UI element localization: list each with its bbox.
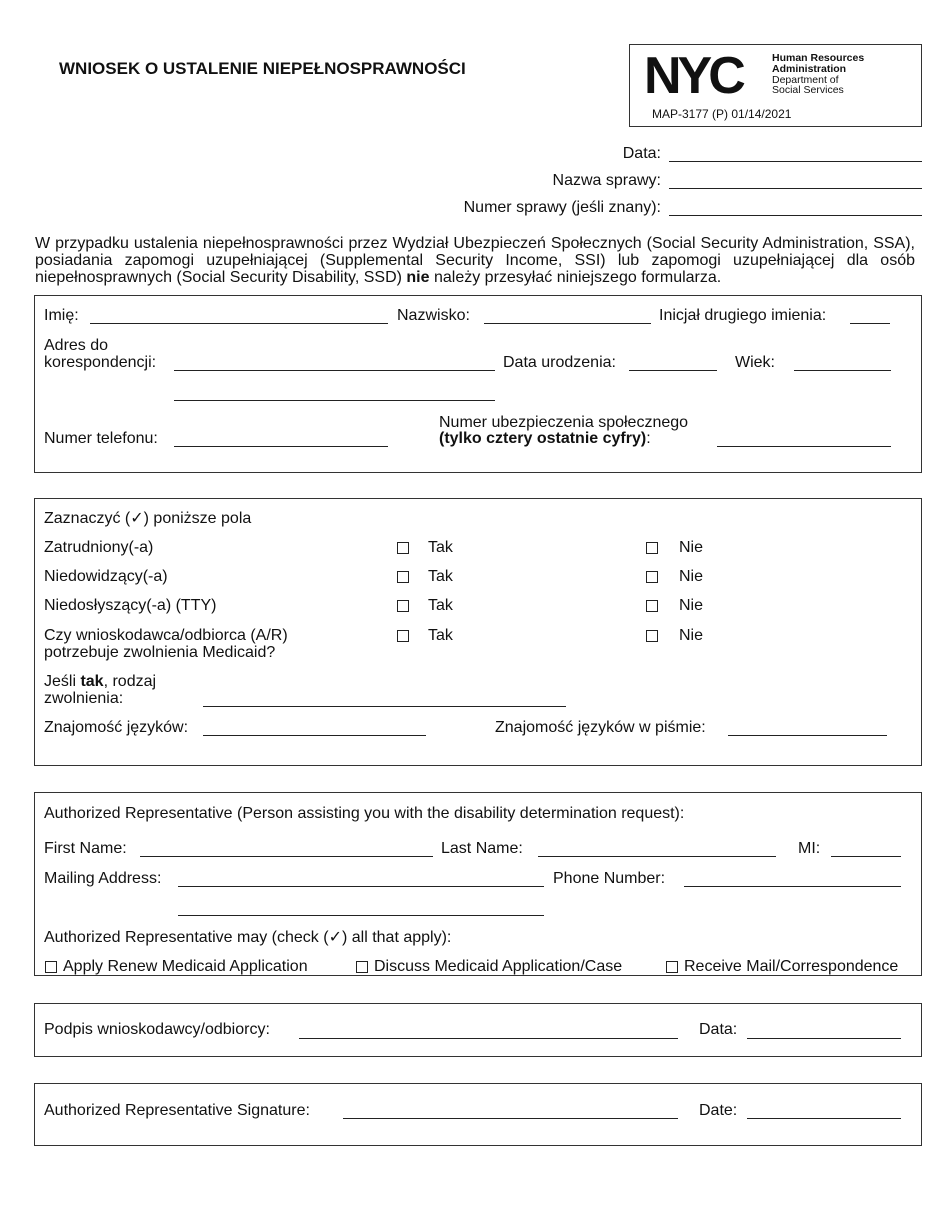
discuss-case-checkbox[interactable] — [356, 961, 368, 973]
exemption-type-field[interactable] — [203, 706, 566, 707]
discuss-case-label: Discuss Medicaid Application/Case — [374, 958, 623, 975]
visually-impaired-label: Niedowidzący(-a) — [44, 568, 168, 585]
written-languages-label: Znajomość języków w piśmie: — [495, 719, 706, 736]
age-label: Wiek: — [735, 354, 775, 371]
employed-yes-label: Tak — [428, 539, 453, 556]
form-code: MAP-3177 (P) 01/14/2021 — [652, 107, 792, 121]
dob-label: Data urodzenia: — [503, 354, 616, 371]
medicaid-exemption-label-line2: potrzebuje zwolnienia Medicaid? — [44, 644, 276, 661]
apply-renew-checkbox[interactable] — [45, 961, 57, 973]
address-label-line2: korespondencji: — [44, 354, 157, 371]
ssn-label-line1: Numer ubezpieczenia społecznego — [439, 414, 689, 431]
visually-impaired-no-checkbox[interactable] — [646, 571, 658, 583]
address-field-line1[interactable] — [174, 370, 495, 371]
hearing-impaired-yes-label: Tak — [428, 597, 453, 614]
dob-field[interactable] — [629, 370, 717, 371]
rep-first-name-label: First Name: — [44, 840, 127, 857]
rep-phone-field[interactable] — [684, 886, 901, 887]
written-languages-field[interactable] — [728, 735, 887, 736]
date-label: Data: — [622, 145, 661, 162]
spoken-languages-label: Znajomość języków: — [44, 719, 189, 736]
last-name-label: Nazwisko: — [397, 307, 470, 324]
address-label-line1: Adres do — [44, 337, 109, 354]
rep-mailing-address-field-line1[interactable] — [178, 886, 544, 887]
date-field[interactable] — [669, 161, 922, 162]
checks-heading: Zaznaczyć (✓) poniższe pola — [44, 510, 252, 527]
applicant-signature-date-field[interactable] — [747, 1038, 901, 1039]
representative-heading: Authorized Representative (Person assisting you with the disability determination request): — [44, 805, 685, 822]
hearing-impaired-no-checkbox[interactable] — [646, 600, 658, 612]
first-name-field[interactable] — [90, 323, 388, 324]
receive-mail-label: Receive Mail/Correspondence — [684, 958, 899, 975]
exemption-type-label-line1: Jeśli tak, rodzaj — [44, 673, 157, 690]
nyc-logo — [644, 51, 768, 97]
rep-mi-field[interactable] — [831, 856, 901, 857]
receive-mail-checkbox[interactable] — [666, 961, 678, 973]
rep-mailing-address-field-line2[interactable] — [178, 915, 544, 916]
phone-label: Numer telefonu: — [44, 430, 158, 447]
case-number-field[interactable] — [669, 215, 922, 216]
hearing-impaired-label: Niedosłyszący(-a) (TTY) — [44, 597, 217, 614]
address-field-line2[interactable] — [174, 400, 495, 401]
visually-impaired-yes-checkbox[interactable] — [397, 571, 409, 583]
middle-initial-label: Inicjał drugiego imienia: — [659, 307, 827, 324]
case-name-label: Nazwa sprawy: — [552, 172, 661, 189]
medicaid-exemption-yes-checkbox[interactable] — [397, 630, 409, 642]
apply-renew-label: Apply Renew Medicaid Application — [63, 958, 308, 975]
employed-label: Zatrudniony(-a) — [44, 539, 154, 556]
intro-paragraph: W przypadku ustalenia niepełnosprawności przez Wydział Ubezpieczeń Społecznych (Social Security Administration, SSA), posiadania zapomogi uzupełniającej (Supplemental Security Income, SSI) lub zapomogi uzupełniającej dla osób niepełnosprawnych (Social Security Disability, SSD) nie należy przesyłać niniejszego formularza. — [35, 235, 915, 286]
ssn-field[interactable] — [717, 446, 891, 447]
rep-signature-field[interactable] — [343, 1118, 678, 1119]
rep-permissions-label: Authorized Representative may (check (✓) all that apply): — [44, 929, 452, 946]
applicant-signature-label: Podpis wnioskodawcy/odbiorcy: — [44, 1021, 270, 1038]
case-number-label: Numer sprawy (jeśli znany): — [463, 199, 661, 216]
dept-name-line2: Social Services — [772, 84, 844, 96]
applicant-signature-field[interactable] — [299, 1038, 678, 1039]
medicaid-exemption-no-checkbox[interactable] — [646, 630, 658, 642]
rep-signature-label: Authorized Representative Signature: — [44, 1102, 310, 1119]
visually-impaired-no-label: Nie — [679, 568, 704, 585]
ssn-label-line2: (tylko cztery ostatnie cyfry): — [439, 430, 651, 447]
medicaid-exemption-yes-label: Tak — [428, 627, 453, 644]
exemption-type-label-line2: zwolnienia: — [44, 690, 124, 707]
agency-name-line2: Administration — [772, 63, 847, 75]
applicant-signature-date-label: Data: — [699, 1021, 738, 1038]
case-name-field[interactable] — [669, 188, 922, 189]
rep-mailing-address-label: Mailing Address: — [44, 870, 162, 887]
rep-first-name-field[interactable] — [140, 856, 433, 857]
medicaid-exemption-no-label: Nie — [679, 627, 704, 644]
rep-last-name-field[interactable] — [538, 856, 776, 857]
hearing-impaired-yes-checkbox[interactable] — [397, 600, 409, 612]
visually-impaired-yes-label: Tak — [428, 568, 453, 585]
spoken-languages-field[interactable] — [203, 735, 426, 736]
age-field[interactable] — [794, 370, 891, 371]
rep-last-name-label: Last Name: — [441, 840, 523, 857]
middle-initial-field[interactable] — [850, 323, 890, 324]
agency-name-line1: Human Resources — [772, 52, 865, 64]
employed-no-label: Nie — [679, 539, 704, 556]
dept-name-line1: Department of — [772, 74, 839, 86]
rep-signature-date-field[interactable] — [747, 1118, 901, 1119]
page-title: WNIOSEK O USTALENIE NIEPEŁNOSPRAWNOŚCI — [59, 59, 466, 78]
medicaid-exemption-label-line1: Czy wnioskodawca/odbiorca (A/R) — [44, 627, 288, 644]
svg-text:NYC: NYC — [644, 51, 742, 97]
first-name-label: Imię: — [44, 307, 79, 324]
phone-field[interactable] — [174, 446, 388, 447]
rep-phone-label: Phone Number: — [553, 870, 666, 887]
employed-yes-checkbox[interactable] — [397, 542, 409, 554]
agency-logo-box — [629, 44, 922, 127]
last-name-field[interactable] — [484, 323, 651, 324]
rep-mi-label: MI: — [798, 840, 821, 857]
employed-no-checkbox[interactable] — [646, 542, 658, 554]
rep-signature-date-label: Date: — [699, 1102, 738, 1119]
hearing-impaired-no-label: Nie — [679, 597, 704, 614]
